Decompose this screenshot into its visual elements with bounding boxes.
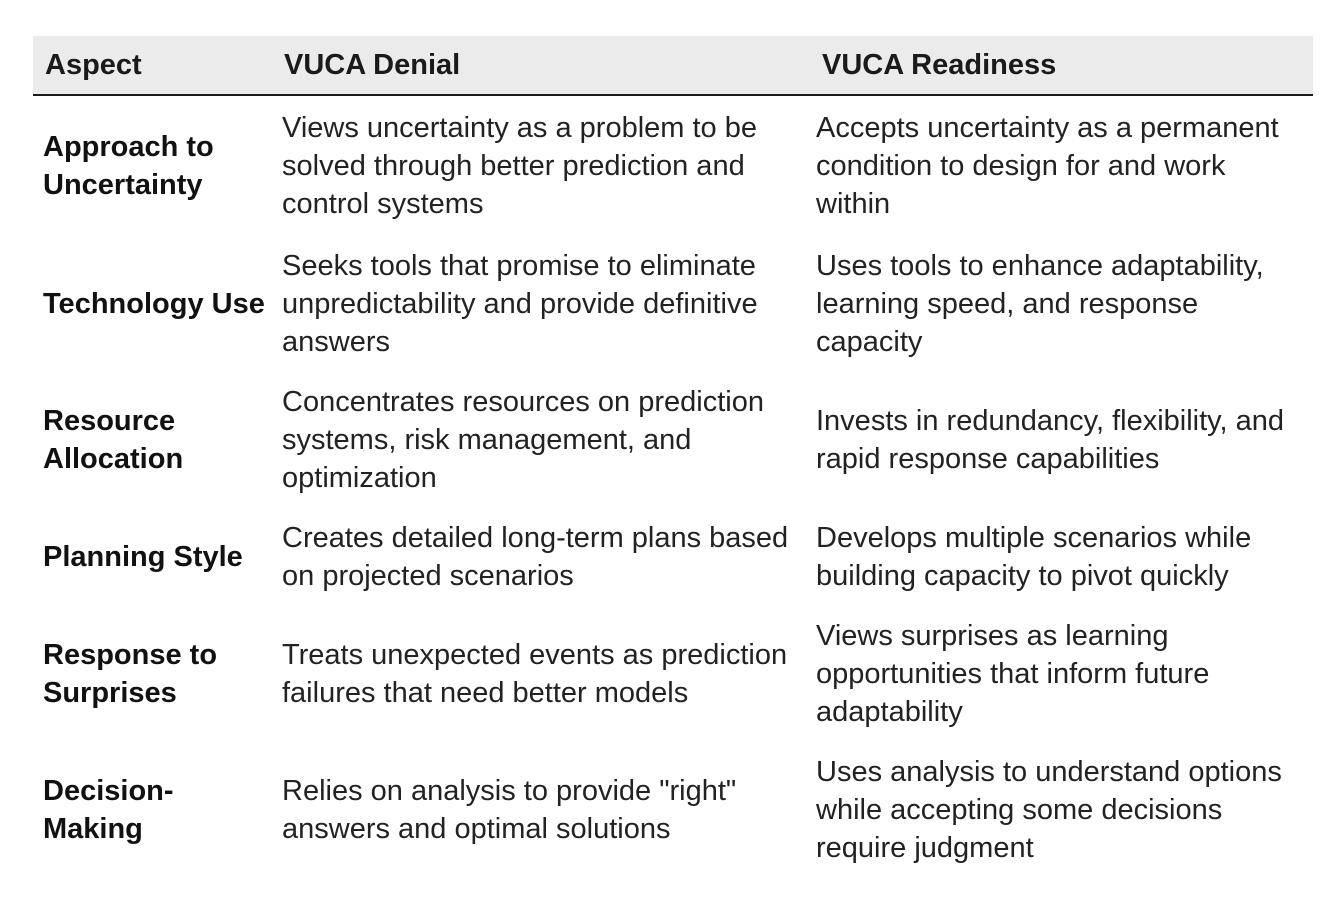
- table-row: [33, 742, 1313, 878]
- comparison-table-container: [33, 36, 1313, 878]
- aspect-cell: Technology Use: [43, 288, 265, 320]
- table-body: [33, 95, 1313, 878]
- aspect-cell: Decision-Making: [43, 775, 174, 845]
- header-vuca-denial: VUCA Denial: [272, 36, 810, 95]
- aspect-cell: Resource Allocation: [43, 405, 184, 475]
- denial-cell: Views uncertainty as a problem to be solved through better prediction and control systems: [282, 112, 758, 220]
- comparison-table: [33, 36, 1313, 878]
- readiness-cell: Accepts uncertainty as a permanent condition to design for and work within: [816, 112, 1279, 220]
- denial-cell: Concentrates resources on prediction systems, risk management, and optimization: [282, 386, 764, 494]
- readiness-cell: Views surprises as learning opportunities that inform future adaptability: [816, 620, 1210, 728]
- readiness-cell: Uses analysis to understand options while accepting some decisions require judgment: [816, 756, 1282, 864]
- readiness-cell: Uses tools to enhance adaptability, learning speed, and response capacity: [816, 250, 1264, 358]
- denial-cell: Treats unexpected events as prediction failures that need better models: [282, 639, 788, 709]
- readiness-cell: Invests in redundancy, flexibility, and rapid response capabilities: [816, 405, 1285, 475]
- denial-cell: Creates detailed long-term plans based on projected scenarios: [282, 522, 789, 592]
- aspect-cell: Approach to Uncertainty: [43, 131, 214, 201]
- table-row: [33, 372, 1313, 508]
- table-row: [33, 95, 1313, 236]
- table-row: [33, 606, 1313, 742]
- aspect-cell: Planning Style: [43, 541, 243, 573]
- table-row: [33, 508, 1313, 606]
- header-row: [33, 36, 1313, 95]
- table-row: [33, 236, 1313, 372]
- denial-cell: Relies on analysis to provide "right" answers and optimal solutions: [282, 775, 737, 845]
- table-header: [33, 36, 1313, 95]
- aspect-cell: Response to Surprises: [43, 639, 218, 709]
- header-aspect: Aspect: [33, 36, 272, 95]
- header-vuca-readiness: VUCA Readiness: [810, 36, 1313, 95]
- readiness-cell: Develops multiple scenarios while building capacity to pivot quickly: [816, 522, 1252, 592]
- denial-cell: Seeks tools that promise to eliminate unpredictability and provide definitive answers: [282, 250, 758, 358]
